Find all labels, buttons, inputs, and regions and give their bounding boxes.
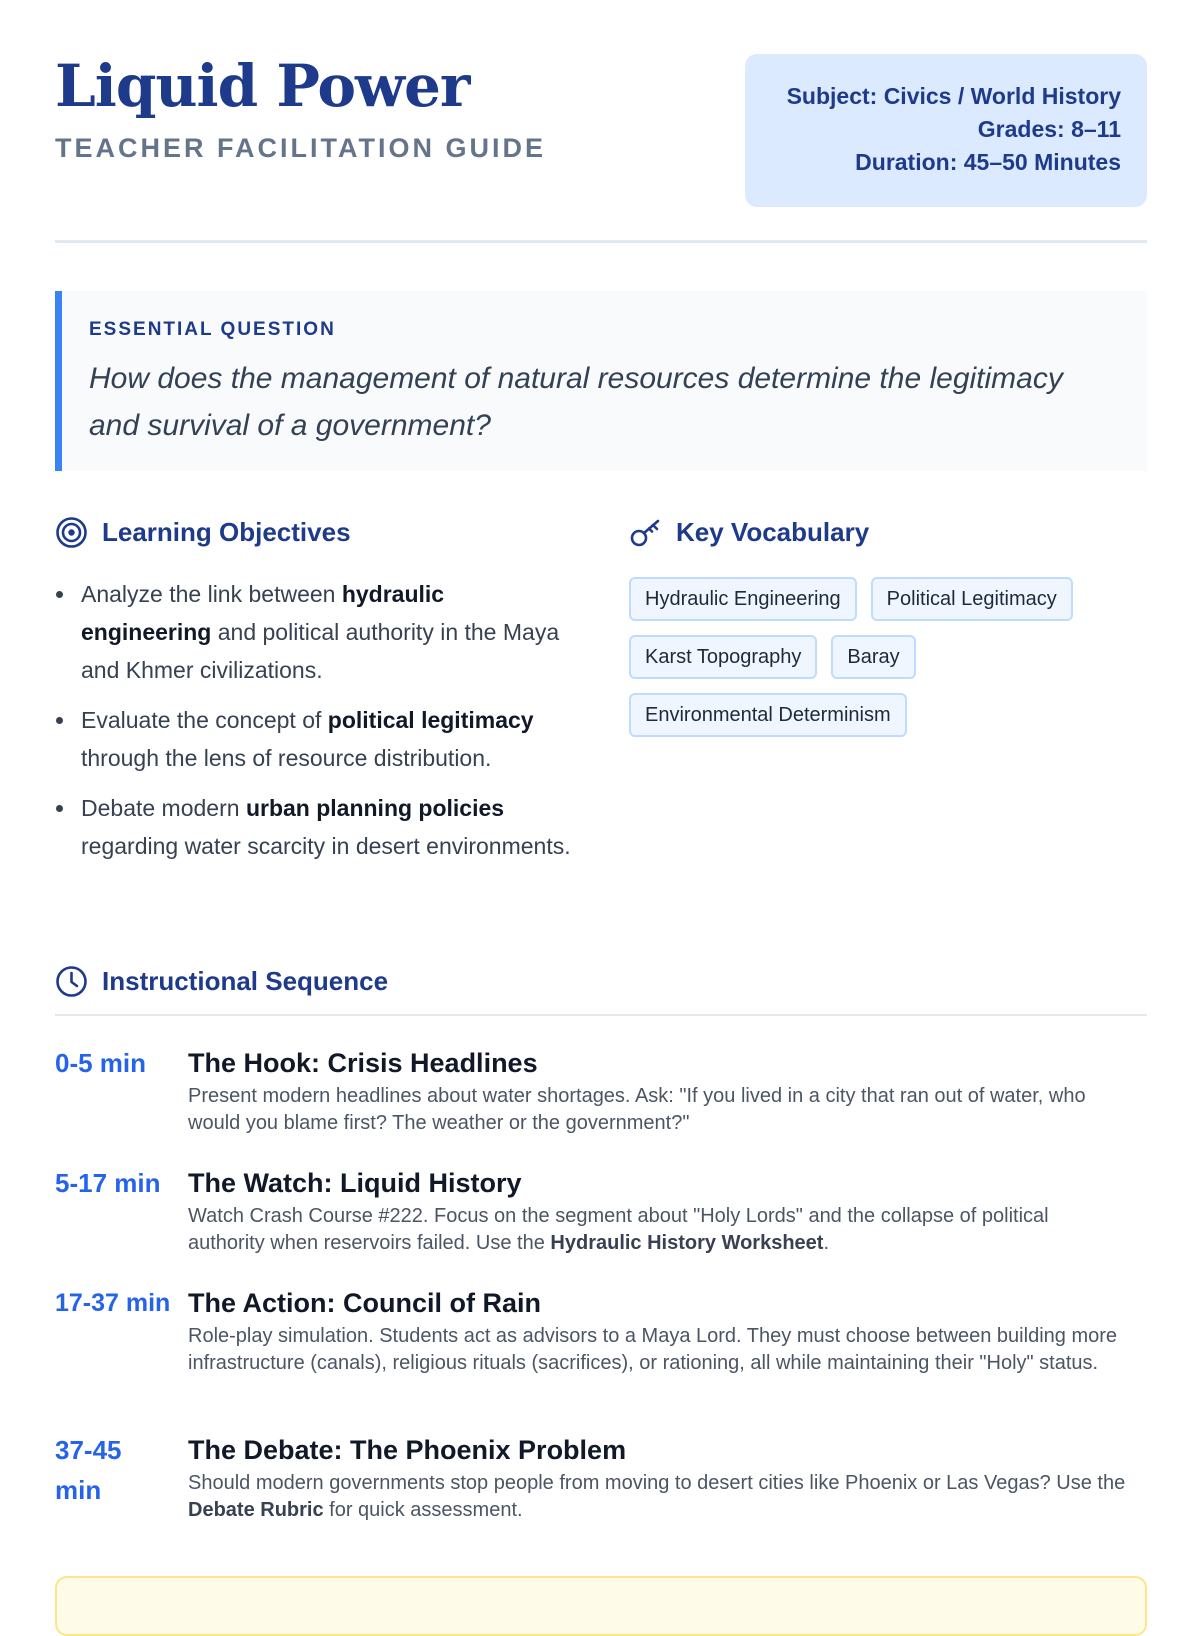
step-description: Role-play simulation. Students act as advisors to a Maya Lord. They must choose between building more infrastructure (canals), religious rituals (sacrifices), or rationing, all while maintaining their "Holy" status. [188, 1325, 1118, 1374]
objective-item: Analyze the link between hydraulic engineering and political authority in the Maya and Khmer civilizations. [55, 575, 575, 689]
objectives-heading [55, 516, 351, 549]
vocabulary-heading [629, 516, 869, 549]
sequence-divider [55, 1014, 1147, 1016]
page-title: Liquid Power [55, 52, 470, 120]
vocab-chip: Karst Topography [629, 635, 817, 679]
key-icon [629, 516, 662, 549]
subject-line: Subject: Civics / World History [786, 83, 1121, 109]
objective-item: Debate modern urban planning policies regarding water scarcity in desert environments. [55, 789, 575, 865]
step-description: Should modern governments stop people from moving to desert cities like Phoenix or Las Vegas? Use the Debate Rubric for quick assessment. [188, 1472, 1126, 1521]
page-subtitle: TEACHER FACILITATION GUIDE [55, 133, 546, 163]
step-title: The Watch: Liquid History [188, 1168, 522, 1198]
vocab-chip: Political Legitimacy [871, 577, 1073, 621]
course-meta-box [745, 54, 1147, 207]
step-time: 37-45 min [55, 1435, 122, 1505]
step-time: 5-17 min [55, 1168, 161, 1198]
essential-question-box [55, 291, 1147, 471]
duration-line: Duration: 45–50 Minutes [855, 149, 1121, 175]
lesson-plan-page [55, 0, 1147, 1521]
essential-question-label: ESSENTIAL QUESTION [89, 319, 336, 340]
step-title: The Hook: Crisis Headlines [188, 1048, 538, 1078]
teacher-note-box [55, 1576, 1147, 1636]
essential-question-text: How does the management of natural resources determine the legitimacy and survival of a government? [89, 362, 1063, 442]
vocab-chip: Hydraulic Engineering [629, 577, 857, 621]
objective-item: Evaluate the concept of political legitimacy through the lens of resource distribution. [55, 701, 575, 777]
step-description: Watch Crash Course #222. Focus on the segment about "Holy Lords" and the collapse of political authority when reservoirs failed. Use the Hydraulic History Worksheet. [188, 1205, 1049, 1254]
page-header [55, 0, 1147, 243]
sequence-heading [55, 965, 388, 998]
sequence-heading-text: Instructional Sequence [102, 966, 389, 996]
step-time: 17-37 min [55, 1289, 171, 1317]
target-icon [55, 516, 88, 549]
vocabulary-heading-text: Key Vocabulary [676, 517, 870, 547]
step-title: The Action: Council of Rain [188, 1288, 541, 1318]
objectives-heading-text: Learning Objectives [102, 517, 351, 547]
step-description: Present modern headlines about water shortages. Ask: "If you lived in a city that ran out of water, who would you blame first? The weather or the government?" [188, 1085, 1086, 1134]
vocab-chip: Baray [831, 635, 915, 679]
grades-line: Grades: 8–11 [977, 116, 1121, 142]
step-title: The Debate: The Phoenix Problem [188, 1435, 627, 1465]
step-time: 0-5 min [55, 1048, 147, 1078]
objectives-list [55, 575, 575, 877]
vocabulary-chips [629, 577, 1129, 751]
vocab-chip: Environmental Determinism [629, 693, 907, 737]
clock-icon [55, 965, 88, 998]
